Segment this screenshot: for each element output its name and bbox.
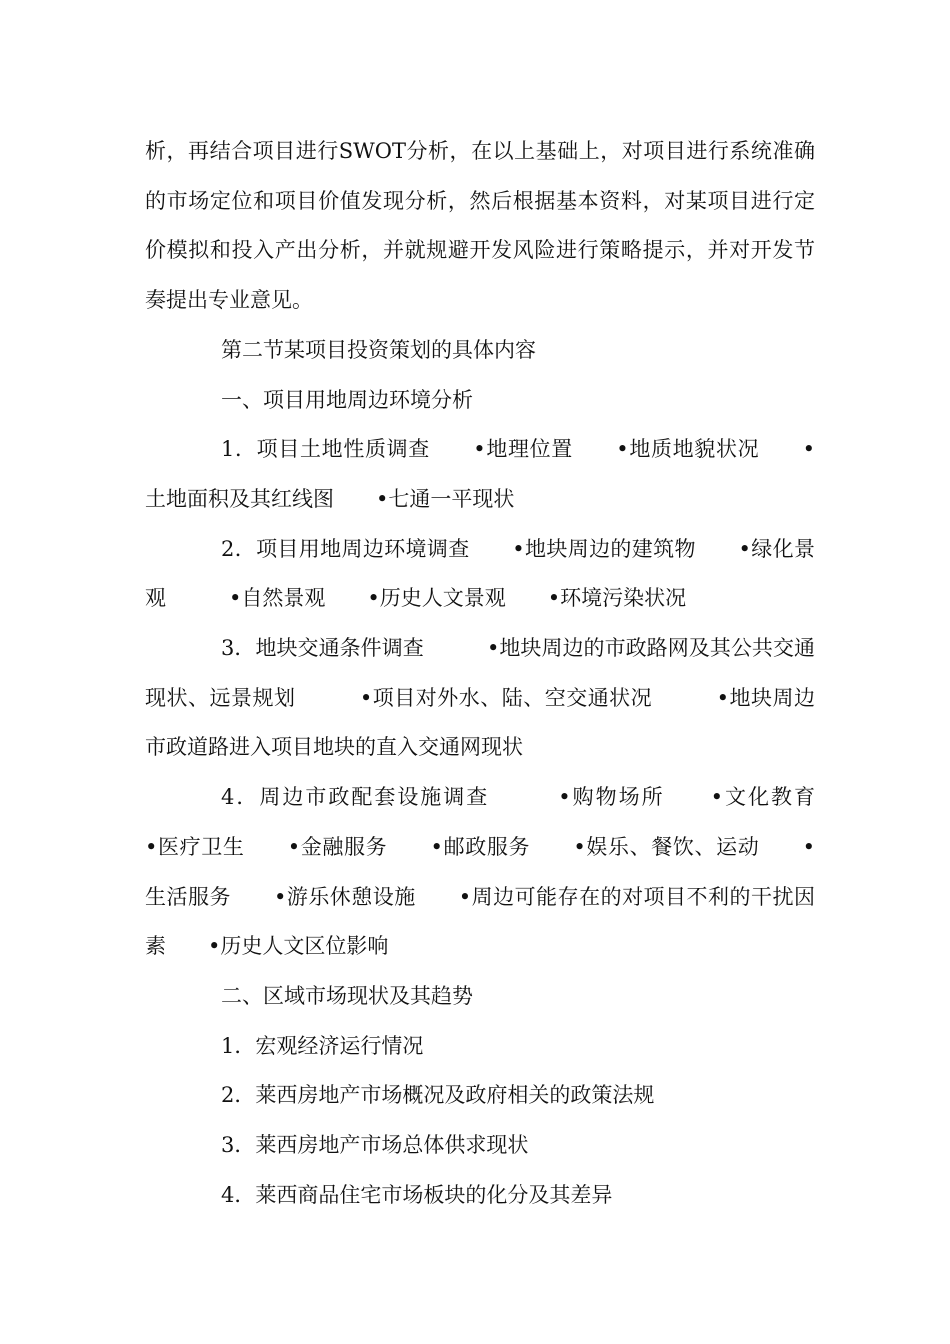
list-item-1-2: 2．项目用地周边环境调查 •地块周边的建筑物 •绿化景观 •自然景观 •历史人文景观 •环境污染状况 xyxy=(145,536,815,611)
list-item-2-1: 1．宏观经济运行情况 xyxy=(221,1033,424,1058)
paragraph-intro: 析，再结合项目进行SWOT分析，在以上基础上，对项目进行系统准确的市场定位和项目价值发现分析，然后根据基本资料，对某项目进行定价模拟和投入产出分析，并就规避开发风险进行策略提示，并对开发节奏提出专业意见。 xyxy=(145,139,815,313)
document-body xyxy=(145,127,857,1220)
section-title: 第二节某项目投资策划的具体内容 xyxy=(221,337,536,362)
list-item-2-2: 2．莱西房地产市场概况及政府相关的政策法规 xyxy=(221,1083,655,1108)
list-item-1-4: 4．周边市政配套设施调查 •购物场所 •文化教育 •医疗卫生 •金融服务 •邮政服务 •娱乐、餐饮、运动 •生活服务 •游乐休憩设施 •周边可能存在的对项目不利的干扰因素 •历史人文区位影响 xyxy=(145,785,857,959)
list-item-1-1: 1．项目土地性质调查 •地理位置 •地质地貌状况 •土地面积及其红线图 •七通一平现状 xyxy=(145,437,815,511)
section-heading-2: 二、区域市场现状及其趋势 xyxy=(221,983,473,1008)
list-item-2-4: 4．莱西商品住宅市场板块的化分及其差异 xyxy=(221,1182,613,1207)
section-heading-1: 一、项目用地周边环境分析 xyxy=(221,387,473,412)
list-item-2-3: 3．莱西房地产市场总体供求现状 xyxy=(221,1133,529,1158)
list-item-1-3: 3．地块交通条件调查 •地块周边的市政路网及其公共交通现状、远景规划 •项目对外水、陆、空交通状况 •地块周边市政道路进入项目地块的直入交通网现状 xyxy=(145,636,815,760)
